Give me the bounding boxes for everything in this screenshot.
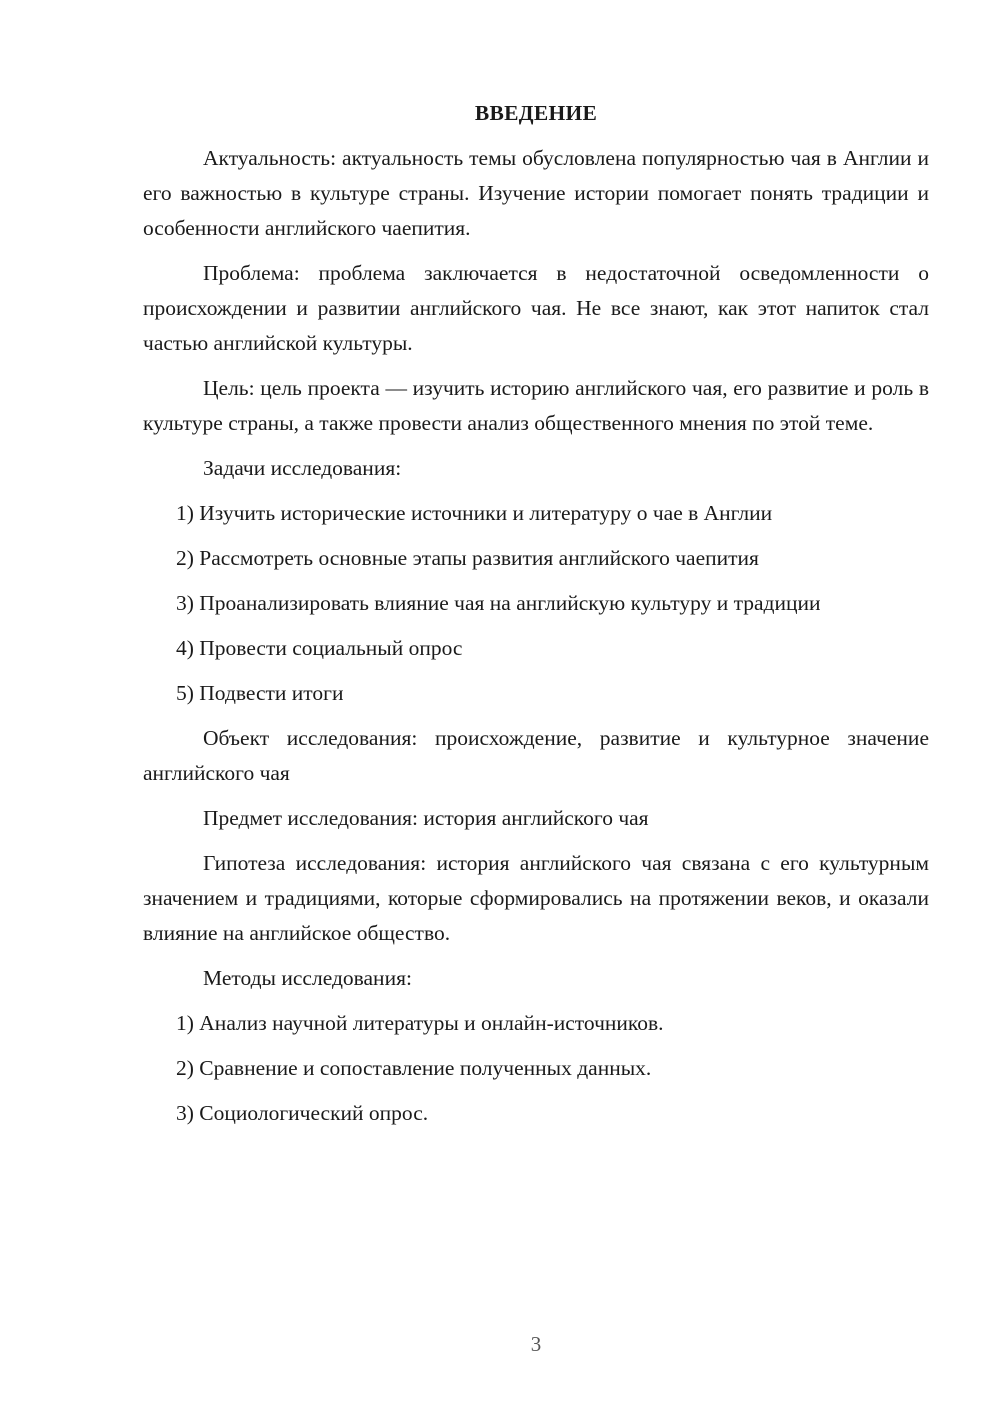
section-title: ВВЕДЕНИЕ bbox=[474, 101, 598, 125]
task-item: 4) Провести социальный опрос bbox=[176, 636, 463, 660]
method-item: 1) Анализ научной литературы и онлайн-источников. bbox=[176, 1011, 664, 1035]
page-number: 3 bbox=[530, 1332, 542, 1356]
method-item: 2) Сравнение и сопоставление полученных данных. bbox=[176, 1056, 652, 1080]
task-item: 2) Рассмотреть основные этапы развития английского чаепития bbox=[176, 546, 759, 570]
hypothesis-paragraph: Гипотеза исследования: история английского чая связана с его культурным значением и традициями, которые сформировались на протяжении веков, и оказали влияние на английское общество. bbox=[143, 851, 929, 945]
task-item: 3) Проанализировать влияние чая на английскую культуру и традиции bbox=[176, 591, 821, 615]
object-paragraph: Объект исследования: происхождение, развитие и культурное значение английского чая bbox=[143, 726, 929, 785]
methods-heading: Методы исследования: bbox=[203, 966, 412, 990]
task-item: 5) Подвести итоги bbox=[176, 681, 344, 705]
relevance-paragraph: Актуальность: актуальность темы обусловлена популярностью чая в Англии и его важностью в культуре страны. Изучение истории помогает понять традиции и особенности английского чаепития. bbox=[143, 146, 929, 240]
task-item: 1) Изучить исторические источники и литературу о чае в Англии bbox=[176, 501, 773, 525]
problem-paragraph: Проблема: проблема заключается в недостаточной осведомленности о происхождении и развитии английского чая. Не все знают, как этот напиток стал частью английской культуры. bbox=[143, 261, 929, 355]
goal-paragraph: Цель: цель проекта — изучить историю английского чая, его развитие и роль в культуре страны, а также провести анализ общественного мнения по этой теме. bbox=[143, 376, 929, 435]
tasks-heading: Задачи исследования: bbox=[203, 456, 402, 480]
document-body bbox=[143, 96, 929, 1141]
method-item: 3) Социологический опрос. bbox=[176, 1101, 429, 1125]
subject-paragraph: Предмет исследования: история английского чая bbox=[203, 806, 649, 830]
